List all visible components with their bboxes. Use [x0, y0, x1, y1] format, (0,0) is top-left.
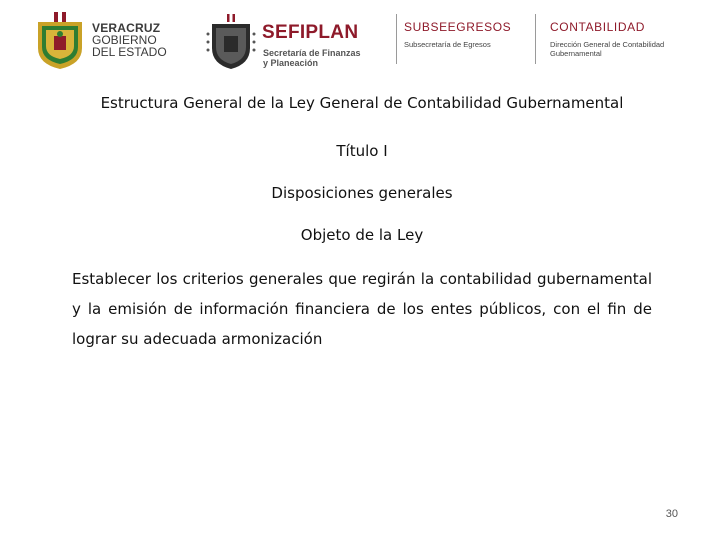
document-heading: Estructura General de la Ley General de Contabilidad Gubernamental	[100, 94, 624, 112]
veracruz-logo	[34, 12, 204, 72]
subsegresos-desc: Subsecretaría de Egresos	[404, 40, 491, 49]
subsegresos-block	[404, 20, 511, 49]
header-banner	[0, 0, 720, 80]
contabilidad-desc-line1: Dirección General de Contabilidad	[550, 40, 665, 49]
contabilidad-desc-line2: Gubernamental	[550, 49, 602, 58]
document-subtitle: Disposiciones generales	[271, 184, 453, 202]
veracruz-shield-icon	[34, 12, 86, 70]
sefiplan-line2: y Planeación	[263, 58, 319, 68]
header-divider	[396, 14, 397, 64]
veracruz-line1: VERACRUZ	[92, 21, 161, 35]
sefiplan-line1: Secretaría de Finanzas	[263, 48, 361, 58]
sefiplan-name: SEFIPLAN	[262, 22, 359, 43]
document-title: Título I	[336, 142, 388, 160]
document-paragraph: Establecer los criterios generales que regirán la contabilidad gubernamental y la emisión de información financiera de los entes públicos, con el fin de lograr su adecuada armonización	[72, 270, 652, 348]
contabilidad-block	[550, 20, 664, 58]
veracruz-line2: GOBIERNO	[92, 33, 157, 47]
document-section: Objeto de la Ley	[300, 226, 424, 244]
veracruz-line3: DEL ESTADO	[92, 45, 167, 59]
header-divider	[535, 14, 536, 64]
sefiplan-logo	[206, 12, 386, 72]
page-number: 30	[665, 508, 678, 520]
subsegresos-title: SUBSEEGRESOS	[404, 20, 512, 34]
sefiplan-emblem-icon	[206, 14, 256, 70]
contabilidad-title: CONTABILIDAD	[550, 20, 645, 34]
